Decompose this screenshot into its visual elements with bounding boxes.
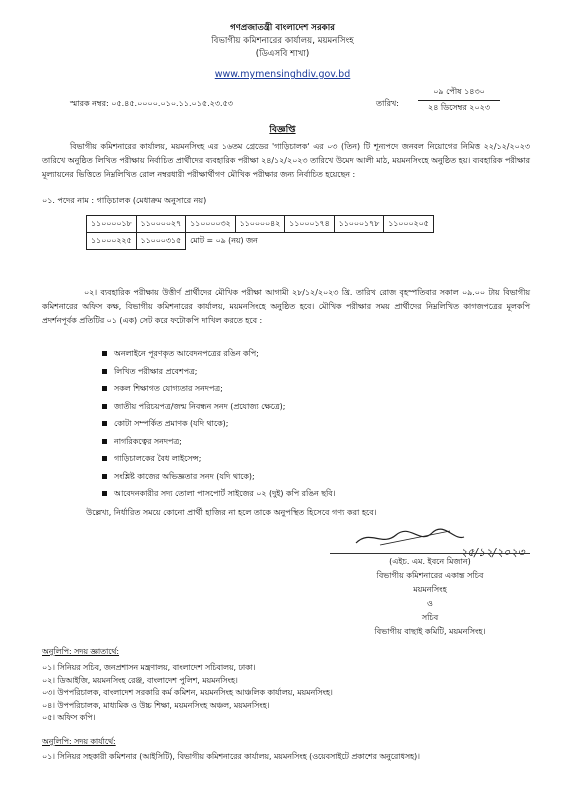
signature-mark — [350, 525, 470, 551]
roll-number-table — [86, 215, 434, 250]
signatory-place: ময়মনসিংহ — [413, 585, 447, 594]
list-item: জাতীয় পরিচয়পত্র/জন্ম নিবন্ধন সনদ (প্রযোজ্য ক্ষেত্রে); — [100, 398, 530, 416]
signatory-and: ও — [427, 599, 433, 608]
table-row — [87, 233, 434, 250]
copy-info-heading: অনুলিপি: সদয় জ্ঞাতার্থে: — [42, 647, 120, 656]
handwritten-date: ২৫/১২/২০২৩ — [460, 546, 525, 559]
list-item: গাড়িচালকের বৈধ লাইসেন্স; — [100, 450, 530, 468]
roll-cell: ১১০০০১৭৪ — [285, 216, 335, 233]
government-name: গণপ্রজাতন্ত্রী বাংলাদেশ সরকার — [230, 23, 335, 33]
list-item: ০২। ডিআইজি, ময়মনসিংহ রেঞ্জ, বাংলাদেশ পুলিশ, ময়মনসিংহ। — [42, 675, 238, 685]
date-label: তারিখ: — [376, 99, 399, 108]
signatory-designation-2: সচিব — [421, 613, 439, 622]
documents-list — [100, 345, 530, 503]
copy-action-list — [42, 751, 552, 764]
list-item: ০৪। উপপরিচালক, মাধ্যমিক ও উচ্চ শিক্ষা, ময়মনসিংহ অঞ্চল, ময়মনসিংহ। — [42, 700, 270, 710]
signature-line — [330, 553, 530, 554]
list-item: সকল শিক্ষাগত যোগ্যতার সনদপত্র; — [100, 380, 530, 398]
website-link[interactable]: www.mymensinghdiv.gov.bd — [214, 69, 351, 80]
notice-title: বিজ্ঞপ্তি — [269, 125, 296, 135]
list-item: সংশ্লিষ্ট কাজের অভিজ্ঞতার সনদ (যদি থাকে); — [100, 468, 530, 486]
list-item: ০৫। অফিস কপি। — [42, 713, 96, 723]
roll-cell: ১১০০০০১৮ — [87, 216, 137, 233]
roll-cell: ১১০০০০৪২ — [235, 216, 285, 233]
list-item: ০১। সিনিয়র সহকারী কমিশনার (আইসিটি), বিভাগীয় কমিশনারের কার্যালয়, ময়মনসিংহ (ওয়েবসাইটে প্রকাশের অনুরোধসহ)। — [42, 752, 420, 761]
signatory-name: (এইচ. এম. ইবনে মিজান) — [389, 557, 471, 566]
roll-cell: ১১০০০১৭৮ — [334, 216, 384, 233]
roll-cell: ১১০০০০৩২ — [186, 216, 236, 233]
roll-cell: ১১০০০৩১৫ — [136, 233, 186, 250]
roll-cell: ১১০০০২০৫ — [384, 216, 434, 233]
signatory-designation: বিভাগীয় কমিশনারের একান্ত সচিব — [376, 571, 484, 580]
date-bangla: ০৯ পৌষ ১৪৩০ — [433, 87, 485, 96]
section-name: (ডিএসবি শাখা) — [255, 49, 310, 59]
memo-number: স্মারক নম্বর: ০৫.৪৫.০০০০.০১০.১১.০১৫.২৩.৫৩ — [70, 99, 233, 108]
date-english: ২৪ ডিসেম্বর ২০২৩ — [418, 101, 500, 117]
copy-info-list — [42, 662, 542, 725]
table-row — [87, 216, 434, 233]
list-item: লিখিত পরীক্ষার প্রবেশপত্র; — [100, 363, 530, 381]
roll-cell: ১১০০০০২৭ — [136, 216, 186, 233]
list-item: কোটা সম্পর্কিত প্রমাণক (যদি থাকে); — [100, 415, 530, 433]
copy-action-heading: অনুলিপি: সদয় কার্যার্থে: — [42, 737, 116, 746]
roll-cell: ১১০০০২২৫ — [87, 233, 137, 250]
list-item: ০১। সিনিয়র সচিব, জনপ্রশাসন মন্ত্রণালয়, বাংলাদেশ সচিবালয়, ঢাকা। — [42, 663, 256, 672]
list-item: ০৩। উপপরিচালক, বাংলাদেশ সরকারি কর্ম কমিশন, ময়মনসিংহ আঞ্চলিক কার্যালয়, ময়মনসিংহ। — [42, 688, 333, 698]
date-table — [418, 85, 500, 116]
list-item: আবেদনকারীর সদ্য তোলা পাসপোর্ট সাইজের ০২ (দুই) কপি রঙিন ছবি। — [100, 485, 530, 503]
signatory-committee: বিভাগীয় বাছাই কমিটি, ময়মনসিংহ। — [374, 627, 486, 636]
list-item: অনলাইনে পূরণকৃত আবেদনপত্রের রঙিন কপি; — [100, 345, 530, 363]
intro-paragraph: বিভাগীয় কমিশনারের কার্যালয়, ময়মনসিংহ এর ১৬তম গ্রেডের 'গাড়িচালক' এর ০৩ (তিন) টি শূন্যপদে জনবল নিয়োগের নিমিত্ত ২২/১২/২০২৩ তারিখে অনুষ্ঠিত লিখিত পরীক্ষায় নির্বাচিত প্রার্থীদের ব্যবহারিক পরীক্ষা ২৪/১২/২০২৩ তারিখে উমেদ আলী মাঠ, ময়মনসিংহে অনুষ্ঠিত হয়। ব্যবহারিক পরীক্ষার মূল্যায়নের ভিত্তিতে নিম্নলিখিত রোল নম্বরধারী পরীক্ষার্থীগণ মৌখিক পরীক্ষার জন্য নির্বাচিত হয়েছেন : — [42, 142, 530, 179]
viva-paragraph: ০২। ব্যবহারিক পরীক্ষায় উত্তীর্ণ প্রার্থীদের মৌখিক পরীক্ষা আগামী ২৮/১২/২০২৩ খ্রি. তারিখ রোজ বৃহস্পতিবার সকাল ০৯.০০ টায় বিভাগীয় কমিশনারের অফিস কক্ষ, বিভাগীয় কমিশনারের কার্যালয়, ময়মনসিংহে অনুষ্ঠিত হবে। মৌখিক পরীক্ষার সময় প্রার্থীদের নিম্নলিখিত কাগজপত্রের মূলকপি প্রদর্শনপূর্বক প্রতিটির ০১ (এক) সেট করে ফটোকপি দাখিল করতে হবে : — [42, 288, 530, 325]
post-name: ০১. পদের নাম : গাড়িচালক (মেধাক্রম অনুসারে নয়) — [42, 196, 207, 205]
office-name: বিভাগীয় কমিশনারের কার্যালয়, ময়মনসিংহ — [211, 36, 354, 46]
total-cell: মোট = ০৯ (নয়) জন — [186, 233, 434, 250]
note-text: উল্লেখ্য, নির্ধারিত সময়ে কোনো প্রার্থী হাজির না হলে তাকে অনুপস্থিত হিসেবে গণ্য করা হবে। — [86, 508, 377, 517]
list-item: নাগরিকত্বের সনদপত্র; — [100, 433, 530, 451]
